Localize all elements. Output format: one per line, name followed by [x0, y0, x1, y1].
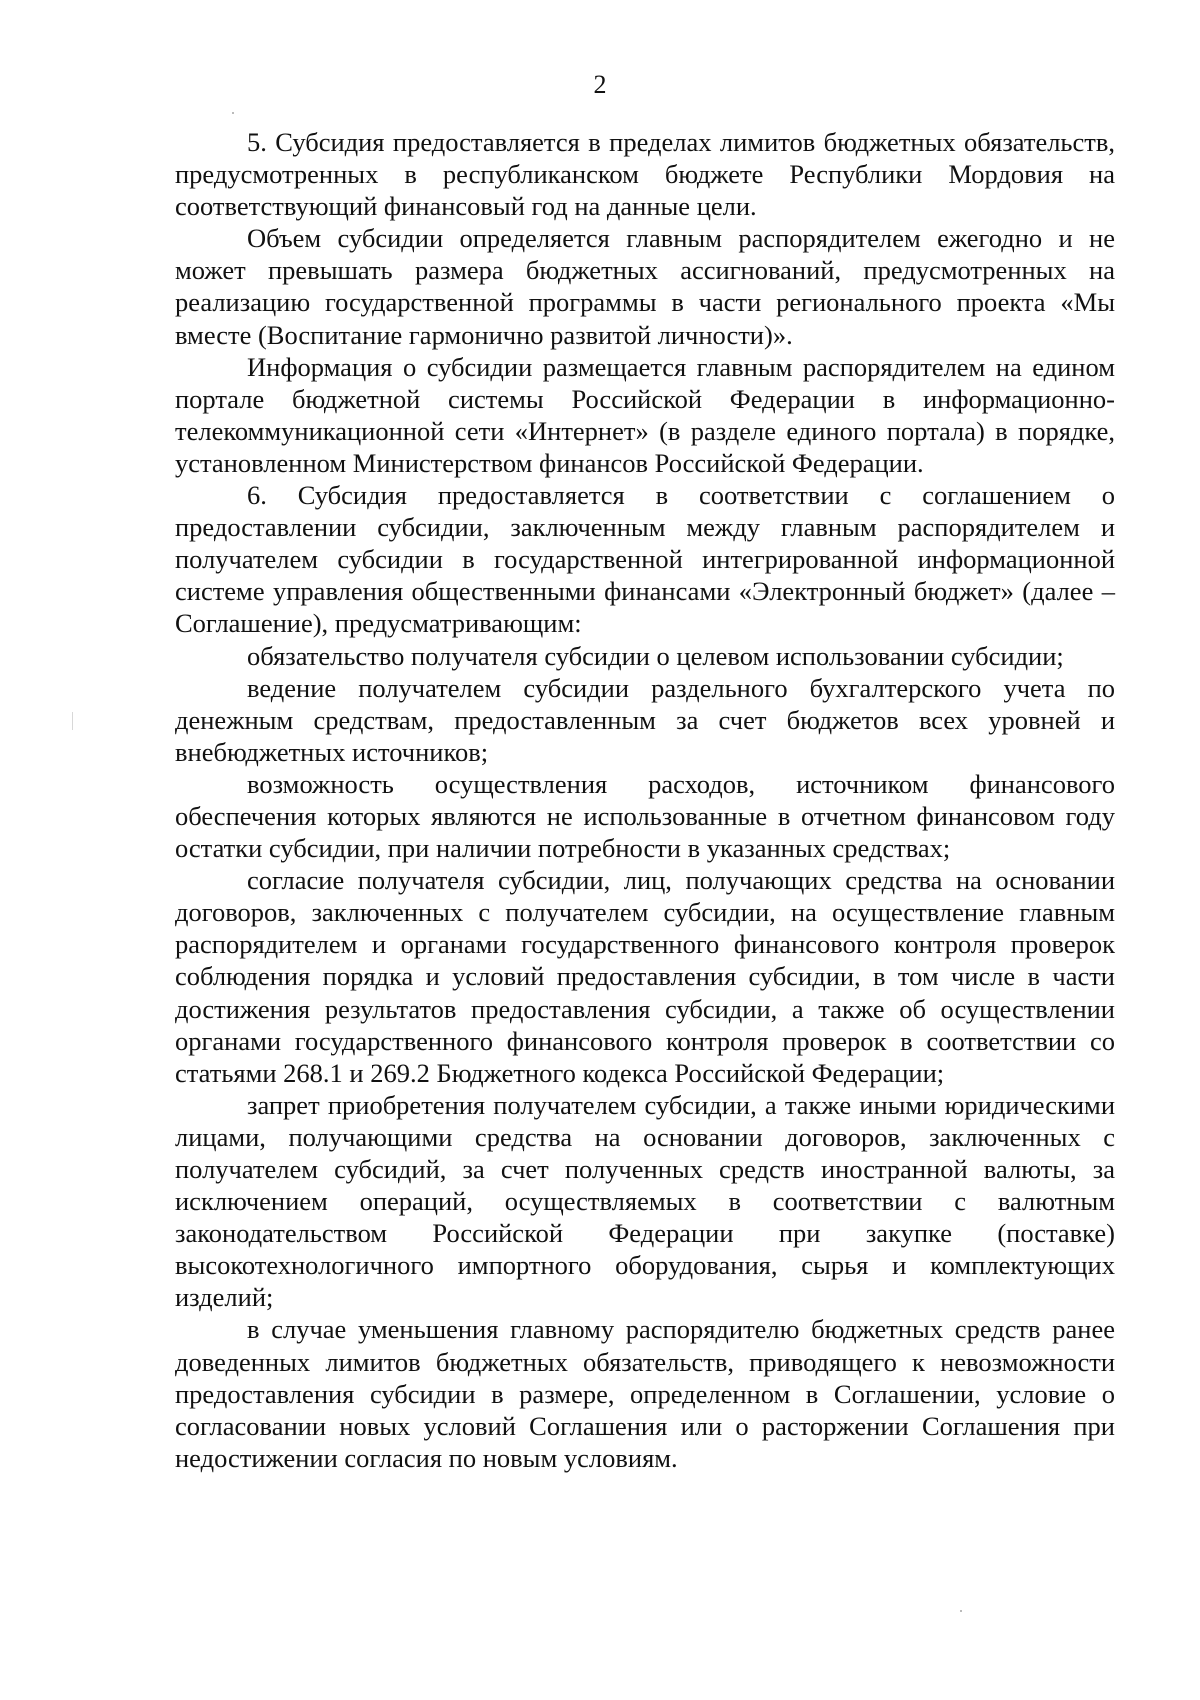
paragraph-limits-reduction: в случае уменьшения главному распорядителю бюджетных средств ранее доведенных лимитов бюджетных обязательств, приводящего к невозможности предоставления субсидии в размере, определенном в Соглашении, условие о согласовании новых условий Соглашения или о расторжении Соглашения при недостижении согласия по новым условиям.: [175, 1314, 1115, 1473]
page-number: 2: [593, 70, 607, 99]
scan-speck-bottom-right: [960, 1610, 962, 1612]
paragraph-subsidy-volume: Объем субсидии определяется главным распорядителем ежегодно и не может превышать размера бюджетных ассигнований, предусмотренных на реализацию государственной программы в части регионального проекта «Мы вместе (Воспитание гармонично развитой личности)».: [175, 223, 1115, 350]
paragraph-6-agreement: 6. Субсидия предоставляется в соответствии с соглашением о предоставлении субсидии, заключенным между главным распорядителем и получателем субсидии в государственной интегрированной информационной системе управления общественными финансами «Электронный бюджет» (далее – Соглашение), предусматривающим:: [175, 480, 1115, 639]
scan-speck-left-top: [232, 112, 234, 114]
paragraph-audit-consent: согласие получателя субсидии, лиц, получающих средства на основании договоров, заключенных с получателем субсидии, на осуществление главным распорядителем и органами государственного финансового контроля проверок соблюдения порядка и условий предоставления субсидии, в том числе в части достижения результатов предоставления субсидии, а также об осуществлении органами государственного финансового контроля проверок в соответствии со статьями 268.1 и 269.2 Бюджетного кодекса Российской Федерации;: [175, 865, 1115, 1088]
paragraph-currency-ban: запрет приобретения получателем субсидии, а также иными юридическими лицами, получающими средства на основании договоров, заключенных с получателем субсидий, за счет полученных средств иностранной валюты, за исключением операций, осуществляемых в соответствии с валютным законодательством Российской Федерации при закупке (поставке) высокотехнологичного импортного оборудования, сырья и комплектующих изделий;: [175, 1089, 1115, 1313]
paragraph-separate-accounting: ведение получателем субсидии раздельного бухгалтерского учета по денежным средствам, предоставленным за счет бюджетов всех уровней и внебюджетных источников;: [175, 672, 1115, 767]
scan-speck-left-margin: [72, 712, 73, 730]
paragraph-subsidy-information: Информация о субсидии размещается главным распорядителем на едином портале бюджетной системы Российской Федерации в информационно-телекоммуникационной сети «Интернет» (в разделе единого портала) в порядке, установленном Министерством финансов Российской Федерации.: [175, 351, 1115, 478]
paragraph-targeted-use: обязательство получателя субсидии о целевом использовании субсидии;: [247, 640, 1064, 671]
document-body: [175, 126, 1115, 1474]
paragraph-5-limits: 5. Субсидия предоставляется в пределах лимитов бюджетных обязательств, предусмотренных в республиканском бюджете Республики Мордовия на соответствующий финансовый год на данные цели.: [175, 127, 1115, 222]
paragraph-unused-balances: возможность осуществления расходов, источником финансового обеспечения которых являются не использованные в отчетном финансовом году остатки субсидии, при наличии потребности в указанных средствах;: [175, 768, 1115, 864]
